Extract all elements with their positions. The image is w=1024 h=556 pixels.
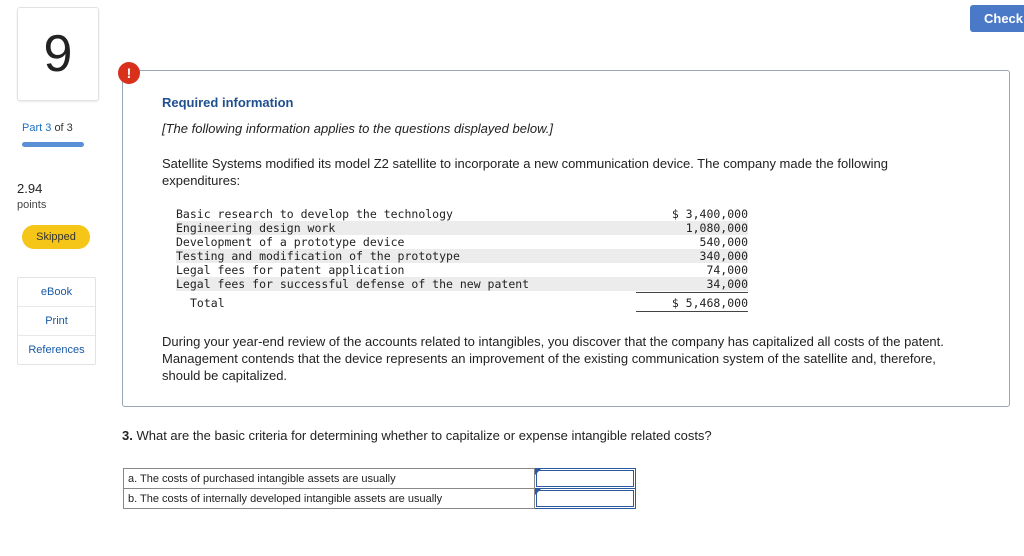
total-rule-bottom	[636, 311, 748, 312]
answer-row	[124, 469, 636, 489]
part-total: of 3	[54, 122, 73, 134]
part-progress-bar	[22, 142, 84, 147]
total-amount: $ 5,468,000	[671, 296, 748, 310]
answer-label: b. The costs of internally developed intangible assets are usually	[124, 489, 535, 509]
answer-table	[123, 468, 636, 509]
answer-dropdown-b[interactable]	[535, 489, 636, 509]
expenditure-desc: Engineering design work	[176, 221, 336, 235]
answer-dropdown-a[interactable]	[535, 469, 636, 489]
points-value: 2.94	[17, 181, 43, 196]
expenditure-row	[176, 221, 748, 235]
expenditure-row	[176, 249, 748, 263]
expenditure-row	[176, 207, 748, 221]
answer-row	[124, 489, 636, 509]
points-label: points	[17, 199, 47, 211]
review-paragraph: During your year-end review of the accounts related to intangibles, you discover that the company has capitalized all costs of the patent. Management contends that the device represents an improvement of the existing communication system of the satellite and, therefore, should be capitalized.	[162, 334, 944, 383]
print-button[interactable]: Print	[18, 307, 95, 336]
expenditure-amount: 34,000	[706, 277, 748, 291]
answer-label: a. The costs of purchased intangible assets are usually	[124, 469, 535, 489]
expenditure-amount: $ 3,400,000	[671, 207, 748, 221]
expenditure-desc: Legal fees for successful defense of the new patent	[176, 277, 530, 291]
expenditure-desc: Basic research to develop the technology	[176, 207, 453, 221]
question-number-label: 3.	[122, 428, 133, 443]
status-badge: Skipped	[22, 225, 90, 249]
total-row	[176, 296, 748, 310]
total-rule-top	[636, 292, 748, 293]
expenditure-desc: Legal fees for patent application	[176, 263, 405, 277]
expenditure-row	[176, 263, 748, 277]
check-button[interactable]: Check	[970, 5, 1024, 32]
question-number: 9	[43, 25, 73, 83]
part-current: 3	[45, 122, 52, 134]
expenditure-amount: 74,000	[706, 263, 748, 277]
applies-note: [The following information applies to the questions displayed below.]	[162, 121, 553, 136]
answer-value	[536, 490, 634, 507]
total-label: Total	[190, 296, 225, 310]
references-button[interactable]: References	[28, 344, 85, 356]
expenditure-amount: 340,000	[699, 249, 748, 263]
expenditure-desc: Development of a prototype device	[176, 235, 405, 249]
expenditure-row	[176, 277, 748, 291]
alert-icon: !	[118, 62, 140, 84]
answer-value	[536, 470, 634, 487]
resource-buttons	[17, 277, 96, 365]
expenditure-desc: Testing and modification of the prototype	[176, 249, 460, 263]
part-label: Part	[22, 122, 43, 134]
question-prompt	[122, 428, 712, 443]
question-text: What are the basic criteria for determining whether to capitalize or expense intangible related costs?	[136, 428, 712, 443]
intro-paragraph: Satellite Systems modified its model Z2 satellite to incorporate a new communication device. The company made the following expenditures:	[162, 156, 888, 188]
part-indicator	[22, 122, 73, 134]
required-info-title: Required information	[162, 95, 294, 110]
question-number-card	[17, 7, 99, 101]
expenditure-amount: 540,000	[699, 235, 748, 249]
ebook-button[interactable]: eBook	[18, 278, 95, 307]
expenditure-amount: 1,080,000	[685, 221, 748, 235]
expenditure-row	[176, 235, 748, 249]
